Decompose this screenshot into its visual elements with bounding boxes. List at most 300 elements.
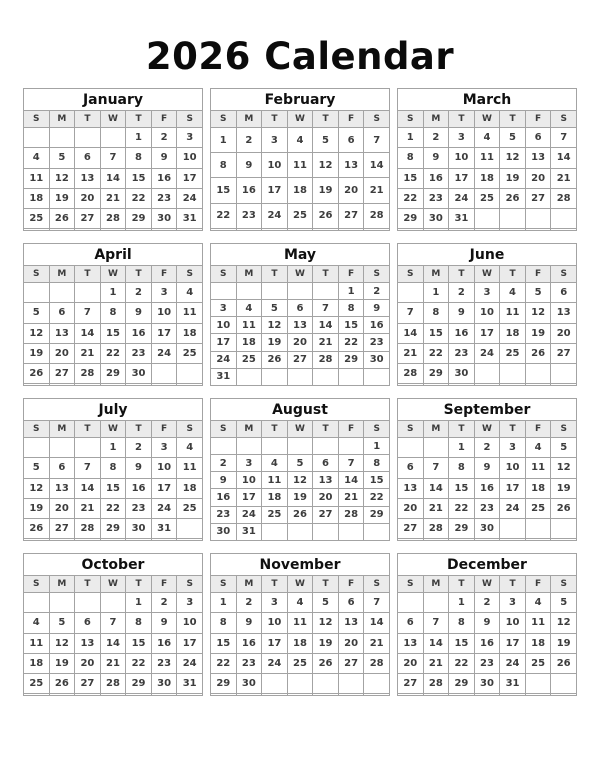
- day-cell: 27: [287, 351, 313, 368]
- day-of-week-header: S: [364, 266, 390, 283]
- day-cell: 1: [100, 438, 126, 458]
- day-cell: 28: [398, 364, 424, 384]
- month-title: June: [398, 244, 577, 266]
- week-row: [24, 229, 203, 231]
- day-cell: 12: [551, 613, 577, 633]
- day-of-week-header: M: [423, 266, 449, 283]
- day-cell: 17: [500, 478, 526, 498]
- day-cell: 2: [449, 283, 475, 303]
- week-row: [211, 455, 390, 472]
- empty-day-cell: [126, 694, 152, 696]
- week-row: [398, 303, 577, 323]
- week-row: [211, 506, 390, 523]
- week-row: [211, 368, 390, 385]
- day-of-week-header: M: [49, 421, 75, 438]
- day-cell: 14: [100, 633, 126, 653]
- week-row: [24, 694, 203, 696]
- day-cell: 11: [525, 458, 551, 478]
- day-cell: 31: [177, 674, 203, 694]
- day-of-week-header: M: [49, 111, 75, 128]
- day-cell: 31: [211, 368, 237, 385]
- day-cell: 27: [49, 519, 75, 539]
- month-title: May: [211, 244, 390, 266]
- empty-day-cell: [49, 128, 75, 148]
- day-cell: 28: [423, 674, 449, 694]
- day-cell: 3: [151, 283, 177, 303]
- day-cell: 26: [24, 519, 50, 539]
- day-cell: 3: [151, 438, 177, 458]
- day-cell: 20: [49, 498, 75, 518]
- week-row: [398, 498, 577, 518]
- empty-day-cell: [474, 694, 500, 696]
- empty-day-cell: [338, 368, 364, 385]
- empty-day-cell: [449, 694, 475, 696]
- empty-day-cell: [24, 229, 50, 231]
- empty-day-cell: [474, 539, 500, 541]
- day-cell: 16: [474, 478, 500, 498]
- day-cell: 30: [449, 364, 475, 384]
- empty-day-cell: [126, 384, 152, 386]
- empty-day-cell: [398, 438, 424, 458]
- day-cell: 28: [364, 653, 390, 673]
- day-cell: 2: [236, 593, 262, 613]
- day-cell: 30: [423, 209, 449, 229]
- empty-day-cell: [262, 694, 288, 696]
- day-cell: 1: [126, 128, 152, 148]
- day-cell: 12: [287, 472, 313, 489]
- month-table-april: [23, 243, 203, 386]
- empty-day-cell: [364, 694, 390, 696]
- day-cell: 3: [500, 593, 526, 613]
- day-cell: 18: [236, 334, 262, 351]
- empty-day-cell: [525, 209, 551, 229]
- day-cell: 26: [49, 674, 75, 694]
- day-cell: 22: [211, 653, 237, 673]
- day-of-week-header: S: [398, 111, 424, 128]
- day-cell: 19: [551, 633, 577, 653]
- day-cell: 16: [364, 317, 390, 334]
- day-of-week-header: S: [398, 421, 424, 438]
- empty-day-cell: [423, 539, 449, 541]
- empty-day-cell: [49, 593, 75, 613]
- day-cell: 14: [313, 317, 339, 334]
- empty-day-cell: [49, 694, 75, 696]
- empty-day-cell: [474, 384, 500, 386]
- week-row: [24, 148, 203, 168]
- month-title: November: [211, 554, 390, 576]
- day-of-week-header: T: [126, 576, 152, 593]
- day-cell: 23: [364, 334, 390, 351]
- day-cell: 26: [500, 188, 526, 208]
- day-cell: 28: [364, 203, 390, 228]
- day-cell: 20: [551, 323, 577, 343]
- empty-day-cell: [177, 384, 203, 386]
- day-cell: 30: [211, 523, 237, 540]
- day-cell: 24: [500, 653, 526, 673]
- day-cell: 4: [287, 128, 313, 153]
- day-of-week-header-row: [24, 576, 203, 593]
- day-of-week-header: M: [236, 421, 262, 438]
- day-of-week-header: S: [177, 266, 203, 283]
- empty-day-cell: [449, 384, 475, 386]
- empty-day-cell: [398, 593, 424, 613]
- week-row: [211, 128, 390, 153]
- day-cell: 4: [177, 283, 203, 303]
- day-of-week-header: T: [126, 111, 152, 128]
- empty-day-cell: [211, 283, 237, 300]
- day-of-week-header: T: [449, 266, 475, 283]
- day-cell: 2: [151, 128, 177, 148]
- day-cell: 23: [474, 498, 500, 518]
- day-cell: 12: [49, 633, 75, 653]
- day-cell: 10: [151, 303, 177, 323]
- empty-day-cell: [287, 694, 313, 696]
- empty-day-cell: [75, 229, 101, 231]
- week-row: [24, 323, 203, 343]
- day-cell: 5: [525, 283, 551, 303]
- day-cell: 19: [24, 498, 50, 518]
- empty-day-cell: [24, 384, 50, 386]
- day-cell: 6: [398, 613, 424, 633]
- day-cell: 1: [398, 128, 424, 148]
- page-title: 2026 Calendar: [145, 35, 455, 78]
- empty-day-cell: [474, 229, 500, 231]
- day-cell: 31: [236, 523, 262, 540]
- day-cell: 14: [75, 323, 101, 343]
- day-cell: 23: [126, 498, 152, 518]
- empty-day-cell: [287, 523, 313, 540]
- empty-day-cell: [262, 523, 288, 540]
- empty-day-cell: [262, 228, 288, 230]
- day-cell: 28: [75, 519, 101, 539]
- day-of-week-header: S: [211, 421, 237, 438]
- day-cell: 12: [49, 168, 75, 188]
- day-cell: 23: [151, 653, 177, 673]
- day-cell: 6: [338, 593, 364, 613]
- day-cell: 18: [287, 633, 313, 653]
- week-row: [211, 153, 390, 178]
- empty-day-cell: [313, 283, 339, 300]
- months-grid: [0, 88, 600, 696]
- week-row: [398, 519, 577, 539]
- month-title-row: [211, 89, 390, 111]
- empty-day-cell: [500, 539, 526, 541]
- day-cell: 30: [151, 674, 177, 694]
- day-cell: 9: [236, 613, 262, 633]
- day-cell: 20: [75, 653, 101, 673]
- day-cell: 23: [423, 188, 449, 208]
- day-cell: 17: [177, 633, 203, 653]
- week-row: [398, 323, 577, 343]
- day-cell: 18: [474, 168, 500, 188]
- day-cell: 6: [525, 128, 551, 148]
- empty-day-cell: [449, 539, 475, 541]
- day-cell: 9: [474, 458, 500, 478]
- day-cell: 20: [338, 633, 364, 653]
- empty-day-cell: [151, 539, 177, 541]
- day-cell: 30: [474, 674, 500, 694]
- empty-day-cell: [287, 228, 313, 230]
- day-cell: 11: [177, 303, 203, 323]
- day-cell: 1: [449, 438, 475, 458]
- day-of-week-header-row: [211, 421, 390, 438]
- empty-day-cell: [177, 539, 203, 541]
- day-cell: 16: [474, 633, 500, 653]
- month-table-january: [23, 88, 203, 231]
- day-of-week-header: W: [287, 111, 313, 128]
- week-row: [398, 633, 577, 653]
- day-cell: 17: [262, 633, 288, 653]
- day-of-week-header: W: [287, 421, 313, 438]
- day-cell: 26: [24, 364, 50, 384]
- week-row: [211, 593, 390, 613]
- day-cell: 18: [525, 633, 551, 653]
- day-cell: 15: [100, 323, 126, 343]
- day-cell: 21: [338, 489, 364, 506]
- empty-day-cell: [525, 539, 551, 541]
- empty-day-cell: [364, 674, 390, 694]
- day-cell: 19: [49, 653, 75, 673]
- day-cell: 19: [49, 188, 75, 208]
- month-table-august: [210, 398, 390, 541]
- day-cell: 15: [211, 633, 237, 653]
- day-cell: 9: [474, 613, 500, 633]
- week-row: [24, 209, 203, 229]
- week-row: [211, 653, 390, 673]
- day-cell: 22: [126, 188, 152, 208]
- day-cell: 25: [236, 351, 262, 368]
- day-of-week-header-row: [398, 576, 577, 593]
- day-cell: 20: [313, 489, 339, 506]
- day-cell: 10: [177, 613, 203, 633]
- day-cell: 25: [287, 653, 313, 673]
- day-cell: 24: [151, 343, 177, 363]
- day-cell: 7: [551, 128, 577, 148]
- week-row: [211, 472, 390, 489]
- day-cell: 1: [423, 283, 449, 303]
- empty-day-cell: [551, 209, 577, 229]
- week-row: [211, 489, 390, 506]
- day-cell: 3: [474, 283, 500, 303]
- day-cell: 13: [338, 153, 364, 178]
- day-cell: 21: [75, 498, 101, 518]
- day-cell: 16: [423, 168, 449, 188]
- day-cell: 25: [24, 674, 50, 694]
- month-title: January: [24, 89, 203, 111]
- day-of-week-header: M: [423, 421, 449, 438]
- empty-day-cell: [262, 368, 288, 385]
- day-cell: 2: [474, 438, 500, 458]
- day-cell: 15: [338, 317, 364, 334]
- day-of-week-header: T: [75, 421, 101, 438]
- day-cell: 5: [500, 128, 526, 148]
- empty-day-cell: [338, 694, 364, 696]
- day-cell: 13: [49, 323, 75, 343]
- day-of-week-header: F: [525, 111, 551, 128]
- day-of-week-header-row: [211, 111, 390, 128]
- day-cell: 16: [211, 489, 237, 506]
- week-row: [398, 674, 577, 694]
- empty-day-cell: [151, 694, 177, 696]
- day-cell: 2: [151, 593, 177, 613]
- month-title-row: [398, 554, 577, 576]
- day-cell: 31: [177, 209, 203, 229]
- day-cell: 13: [398, 633, 424, 653]
- empty-day-cell: [313, 674, 339, 694]
- day-of-week-header: T: [449, 111, 475, 128]
- day-cell: 8: [449, 613, 475, 633]
- day-of-week-header: F: [338, 266, 364, 283]
- month-title-row: [398, 244, 577, 266]
- day-cell: 17: [177, 168, 203, 188]
- day-cell: 17: [262, 178, 288, 203]
- day-cell: 26: [49, 209, 75, 229]
- day-of-week-header: S: [364, 421, 390, 438]
- day-cell: 14: [75, 478, 101, 498]
- week-row: [398, 384, 577, 386]
- empty-day-cell: [551, 384, 577, 386]
- day-cell: 19: [313, 633, 339, 653]
- day-cell: 5: [24, 303, 50, 323]
- month-table-september: [397, 398, 577, 541]
- day-cell: 14: [100, 168, 126, 188]
- day-cell: 22: [398, 188, 424, 208]
- day-of-week-header: F: [525, 421, 551, 438]
- empty-day-cell: [287, 674, 313, 694]
- week-row: [398, 613, 577, 633]
- day-cell: 10: [500, 613, 526, 633]
- empty-day-cell: [525, 364, 551, 384]
- day-of-week-header: F: [151, 266, 177, 283]
- day-cell: 7: [75, 458, 101, 478]
- empty-day-cell: [177, 364, 203, 384]
- day-cell: 8: [211, 613, 237, 633]
- month-table-july: [23, 398, 203, 541]
- day-cell: 5: [262, 300, 288, 317]
- empty-day-cell: [236, 694, 262, 696]
- day-cell: 23: [236, 653, 262, 673]
- day-cell: 11: [236, 317, 262, 334]
- empty-day-cell: [338, 674, 364, 694]
- empty-day-cell: [423, 593, 449, 613]
- day-cell: 17: [151, 478, 177, 498]
- day-of-week-header: F: [151, 111, 177, 128]
- day-cell: 7: [398, 303, 424, 323]
- day-of-week-header: T: [313, 421, 339, 438]
- day-of-week-header-row: [24, 421, 203, 438]
- day-cell: 10: [262, 613, 288, 633]
- day-of-week-header: T: [262, 111, 288, 128]
- day-cell: 12: [551, 458, 577, 478]
- day-cell: 7: [100, 148, 126, 168]
- week-row: [24, 303, 203, 323]
- day-cell: 15: [364, 472, 390, 489]
- day-of-week-header: T: [313, 576, 339, 593]
- day-cell: 27: [525, 188, 551, 208]
- day-of-week-header: S: [551, 421, 577, 438]
- day-cell: 6: [287, 300, 313, 317]
- week-row: [24, 478, 203, 498]
- empty-day-cell: [236, 228, 262, 230]
- empty-day-cell: [236, 438, 262, 455]
- day-cell: 24: [449, 188, 475, 208]
- day-of-week-header: S: [177, 576, 203, 593]
- day-cell: 7: [423, 458, 449, 478]
- day-cell: 5: [287, 455, 313, 472]
- week-row: [398, 343, 577, 363]
- day-of-week-header: M: [236, 576, 262, 593]
- day-cell: 21: [551, 168, 577, 188]
- day-cell: 16: [449, 323, 475, 343]
- day-cell: 18: [24, 653, 50, 673]
- day-cell: 17: [500, 633, 526, 653]
- day-cell: 29: [126, 674, 152, 694]
- empty-day-cell: [500, 694, 526, 696]
- day-of-week-header: M: [423, 111, 449, 128]
- day-of-week-header: S: [211, 576, 237, 593]
- week-row: [398, 283, 577, 303]
- day-cell: 6: [75, 148, 101, 168]
- day-cell: 23: [126, 343, 152, 363]
- day-cell: 12: [262, 317, 288, 334]
- day-of-week-header: S: [398, 266, 424, 283]
- day-cell: 13: [398, 478, 424, 498]
- day-cell: 21: [364, 633, 390, 653]
- day-cell: 21: [313, 334, 339, 351]
- day-cell: 5: [313, 593, 339, 613]
- empty-day-cell: [177, 519, 203, 539]
- day-cell: 21: [100, 188, 126, 208]
- day-cell: 10: [449, 148, 475, 168]
- week-row: [211, 300, 390, 317]
- day-cell: 27: [338, 653, 364, 673]
- day-cell: 9: [423, 148, 449, 168]
- month-title: December: [398, 554, 577, 576]
- day-cell: 31: [449, 209, 475, 229]
- day-cell: 25: [474, 188, 500, 208]
- day-cell: 22: [449, 498, 475, 518]
- day-cell: 12: [24, 478, 50, 498]
- empty-day-cell: [500, 364, 526, 384]
- day-cell: 6: [551, 283, 577, 303]
- week-row: [24, 343, 203, 363]
- day-cell: 1: [338, 283, 364, 300]
- day-cell: 29: [398, 209, 424, 229]
- day-cell: 19: [24, 343, 50, 363]
- day-of-week-header: W: [100, 421, 126, 438]
- day-cell: 11: [24, 633, 50, 653]
- day-cell: 29: [449, 519, 475, 539]
- day-cell: 4: [525, 438, 551, 458]
- day-cell: 15: [449, 478, 475, 498]
- day-cell: 29: [423, 364, 449, 384]
- month-title: March: [398, 89, 577, 111]
- empty-day-cell: [75, 438, 101, 458]
- day-cell: 12: [24, 323, 50, 343]
- day-cell: 7: [313, 300, 339, 317]
- day-cell: 4: [236, 300, 262, 317]
- day-cell: 27: [551, 343, 577, 363]
- day-cell: 4: [287, 593, 313, 613]
- day-cell: 30: [151, 209, 177, 229]
- day-cell: 30: [126, 364, 152, 384]
- empty-day-cell: [49, 539, 75, 541]
- day-cell: 14: [364, 613, 390, 633]
- day-cell: 28: [313, 351, 339, 368]
- day-of-week-header: S: [24, 266, 50, 283]
- day-cell: 21: [75, 343, 101, 363]
- day-of-week-header: M: [49, 266, 75, 283]
